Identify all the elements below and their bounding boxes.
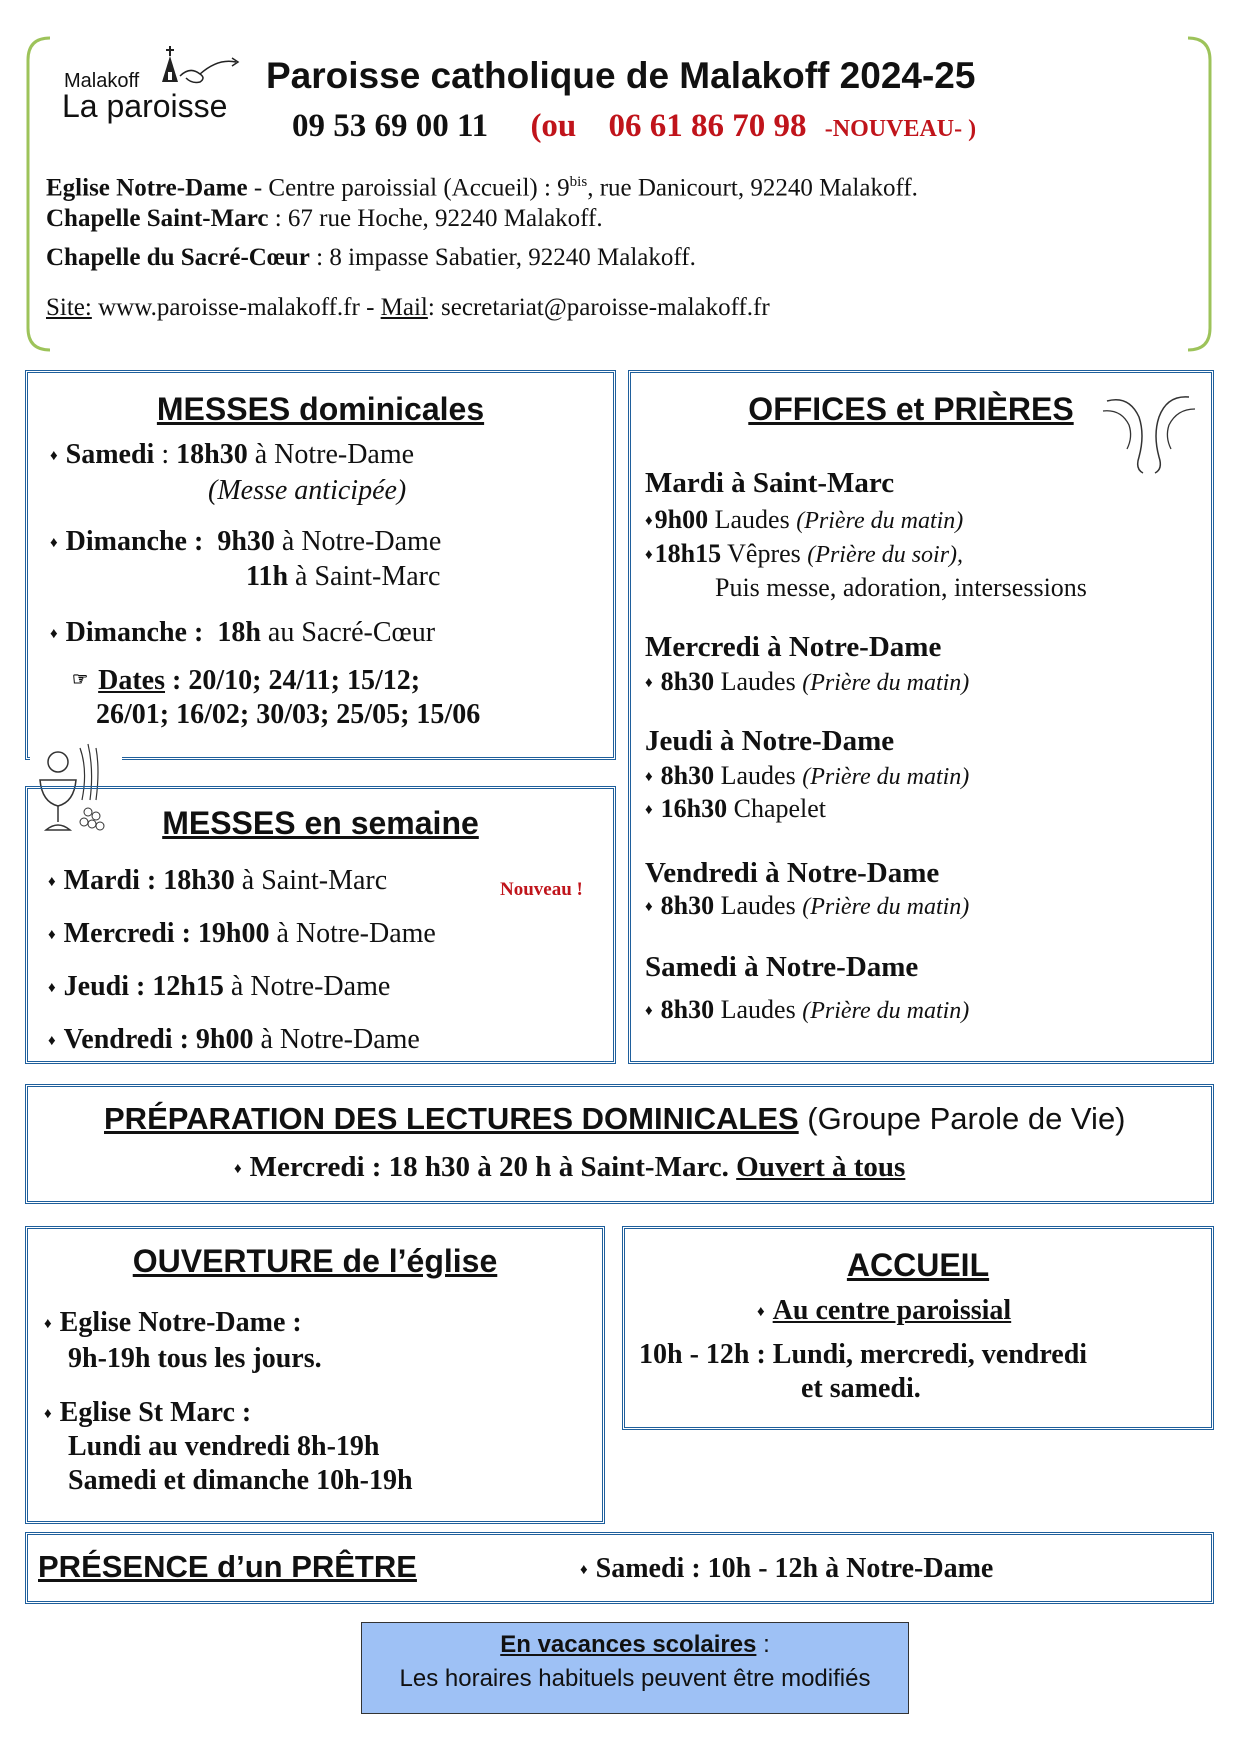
- ouverture-title: OUVERTURE de l’église: [132, 1243, 498, 1279]
- office-time: 8h30: [660, 761, 715, 790]
- item-day: Jeudi :: [63, 971, 153, 1002]
- addr3-text: : 8 impasse Sabatier, 92240 Malakoff.: [309, 244, 696, 271]
- office-item: [645, 794, 826, 824]
- preparation-title-line: [104, 1101, 1126, 1137]
- dates-line1: [72, 665, 420, 697]
- vacances-notice: [361, 1622, 909, 1714]
- diamond-bullet-icon: ♦: [48, 927, 56, 943]
- messes-semaine-box: [25, 786, 616, 1064]
- dates-line2: 26/01; 16/02; 30/03; 25/05; 15/06: [96, 699, 481, 730]
- dates-label: Dates: [98, 665, 166, 696]
- presence-text: Samedi : 10h - 12h à Notre-Dame: [595, 1553, 994, 1584]
- presence-title: PRÉSENCE d’un PRÊTRE: [38, 1549, 417, 1584]
- semaine-item: [48, 971, 390, 1003]
- diamond-bullet-icon: ♦: [645, 675, 653, 691]
- diamond-bullet-icon: ♦: [645, 802, 653, 818]
- diamond-bullet-icon: ♦: [50, 626, 58, 642]
- offices-title: OFFICES et PRIÈRES: [748, 391, 1074, 427]
- office-text: Laudes: [714, 761, 803, 790]
- diamond-bullet-icon: ♦: [50, 535, 58, 551]
- accueil-place-text: Au centre paroissial: [772, 1295, 1012, 1326]
- nd-head: Eglise Notre-Dame :: [59, 1307, 302, 1338]
- addr2-name: Chapelle Saint-Marc: [46, 205, 269, 232]
- phone-open: (ou: [530, 108, 577, 144]
- diamond-bullet-icon: ♦: [645, 769, 653, 785]
- messes-semaine-title: MESSES en semaine: [162, 805, 479, 841]
- samedi-line: [50, 439, 414, 471]
- semaine-item: [48, 1024, 420, 1056]
- dates-values-1: : 20/10; 24/11; 15/12;: [165, 665, 421, 696]
- sun2-place: au Sacré-Cœur: [260, 617, 436, 648]
- diamond-bullet-icon: ♦: [580, 1562, 588, 1578]
- page-title: Paroisse catholique de Malakoff 2024-25: [266, 55, 976, 96]
- diamond-bullet-icon: ♦: [48, 980, 56, 996]
- office-text: Laudes: [714, 891, 803, 920]
- accueil-place: [757, 1295, 1011, 1327]
- vacances-text: Les horaires habituels peuvent être modifiés: [399, 1665, 871, 1692]
- church-steeple-icon: [156, 44, 276, 94]
- sun1b-place: à Saint-Marc: [288, 561, 441, 592]
- office-group-head: Samedi à Notre-Dame: [645, 951, 919, 983]
- office-text: Vêpres: [721, 539, 808, 568]
- office-item: [645, 539, 963, 569]
- office-item: [645, 995, 969, 1025]
- preparation-text: Mercredi : 18 h30 à 20 h à Saint-Marc.: [249, 1151, 737, 1183]
- item-day: Vendredi :: [63, 1024, 196, 1055]
- office-group-head: Mardi à Saint-Marc: [645, 467, 895, 499]
- accueil-box: [622, 1226, 1214, 1430]
- messes-dominicales-title: MESSES dominicales: [156, 391, 485, 427]
- diamond-bullet-icon: ♦: [645, 1003, 653, 1019]
- sm-head: Eglise St Marc :: [59, 1397, 252, 1428]
- address-notre-dame: [46, 174, 918, 202]
- ouverture-nd-head: [44, 1307, 302, 1339]
- preparation-open: Ouvert à tous: [736, 1151, 906, 1183]
- item-time: 19h00: [197, 918, 270, 949]
- office-group-head: Mercredi à Notre-Dame: [645, 631, 942, 663]
- sat-place: à Notre-Dame: [247, 439, 415, 470]
- preparation-title: PRÉPARATION DES LECTURES DOMINICALES: [104, 1101, 799, 1136]
- item-day: Mercredi :: [63, 918, 198, 949]
- sun1-place: à Notre-Dame: [274, 526, 442, 557]
- item-place: à Notre-Dame: [269, 918, 436, 949]
- ouverture-sm-line2: Samedi et dimanche 10h-19h: [68, 1465, 413, 1496]
- accueil-title: ACCUEIL: [846, 1247, 990, 1283]
- samedi-note: (Messe anticipée): [208, 475, 407, 506]
- office-time: 18h15: [654, 539, 722, 568]
- ouverture-sm-line1: Lundi au vendredi 8h-19h: [68, 1431, 380, 1462]
- mail-label: Mail: [380, 294, 428, 321]
- office-note: (Prière du soir),: [807, 542, 964, 568]
- office-note: (Prière du matin): [802, 894, 970, 920]
- office-group-head: Jeudi à Notre-Dame: [645, 725, 895, 757]
- logo-line1: Malakoff: [64, 70, 140, 92]
- office-text: Laudes: [708, 505, 797, 534]
- address-sacre-coeur: [46, 244, 696, 272]
- vacances-title: En vacances scolaires: [500, 1631, 757, 1658]
- phone-alt: 06 61 86 70 98: [608, 108, 807, 144]
- sun1b-time: 11h: [246, 561, 289, 592]
- accueil-line1: 10h - 12h : Lundi, mercredi, vendredi: [639, 1339, 1088, 1370]
- vacances-colon: :: [756, 1631, 770, 1658]
- diamond-bullet-icon: ♦: [234, 1161, 242, 1177]
- office-note: (Prière du matin): [796, 508, 964, 534]
- presence-box: [25, 1532, 1214, 1604]
- dimanche2-line: [50, 617, 435, 649]
- presence-text-line: [580, 1553, 993, 1585]
- logo-line2: La paroisse: [62, 88, 228, 124]
- addr2-text: : 67 rue Hoche, 92240 Malakoff.: [268, 205, 603, 232]
- office-time: 8h30: [660, 891, 715, 920]
- office-text: Laudes: [714, 995, 803, 1024]
- item-day: Mardi :: [63, 865, 164, 896]
- diamond-bullet-icon: ♦: [757, 1304, 765, 1320]
- diamond-bullet-icon: ♦: [50, 448, 58, 464]
- diamond-bullet-icon: ♦: [645, 547, 653, 563]
- diamond-bullet-icon: ♦: [48, 1033, 56, 1049]
- addr1-sup: bis: [569, 174, 588, 190]
- parish-logo: [62, 44, 242, 124]
- diamond-bullet-icon: ♦: [645, 899, 653, 915]
- site-label: Site:: [46, 294, 92, 321]
- ouverture-box: [25, 1226, 605, 1524]
- new-badge: Nouveau !: [500, 879, 583, 900]
- address-saint-marc: [46, 205, 603, 233]
- sun2-time: 18h: [217, 617, 261, 648]
- pointing-hand-icon: ☞: [72, 669, 89, 689]
- diamond-bullet-icon: ♦: [44, 1406, 52, 1422]
- addr1-name: Eglise Notre-Dame: [46, 174, 248, 202]
- office-time: 8h30: [660, 667, 715, 696]
- diamond-bullet-icon: ♦: [44, 1316, 52, 1332]
- dimanche1b-line: [246, 561, 440, 593]
- office-time: 8h30: [660, 995, 715, 1024]
- office-time: 9h00: [654, 505, 709, 534]
- office-item: [645, 891, 969, 921]
- semaine-item: [48, 918, 436, 950]
- offices-box: [628, 370, 1214, 1064]
- office-note: (Prière du matin): [802, 670, 970, 696]
- item-time: 12h15: [152, 971, 224, 1002]
- office-time: 16h30: [660, 794, 728, 823]
- office-text: Chapelet: [727, 794, 827, 823]
- messes-dominicales-box: [25, 370, 616, 760]
- semaine-item: [48, 865, 387, 897]
- item-time: 18h30: [163, 865, 235, 896]
- ouverture-sm-head: [44, 1397, 251, 1429]
- office-note: (Prière du matin): [802, 764, 970, 790]
- sat-time: 18h30: [176, 439, 248, 470]
- phone-new: -NOUVEAU- ): [824, 116, 977, 142]
- item-place: à Notre-Dame: [223, 971, 391, 1002]
- vacances-title-line: [362, 1631, 908, 1659]
- office-text: Laudes: [714, 667, 803, 696]
- addr1-text-a: - Centre paroissial (Accueil) : 9: [247, 174, 570, 202]
- diamond-bullet-icon: ♦: [645, 513, 653, 529]
- office-item: [645, 667, 969, 697]
- mail-link[interactable]: : secretariat@paroisse-malakoff.fr: [427, 294, 770, 321]
- accueil-line2: et samedi.: [801, 1373, 921, 1404]
- office-note: (Prière du matin): [802, 998, 970, 1024]
- preparation-box: [25, 1084, 1214, 1204]
- sun1-day: Dimanche :: [65, 526, 204, 557]
- sun2-day: Dimanche :: [65, 617, 204, 648]
- addr3-name: Chapelle du Sacré-Cœur: [46, 244, 310, 271]
- praying-hands-icon: [1099, 387, 1199, 475]
- office-group-head: Vendredi à Notre-Dame: [645, 857, 940, 889]
- phone-main: 09 53 69 00 11: [292, 108, 489, 144]
- preparation-subtitle: (Groupe Parole de Vie): [798, 1101, 1126, 1136]
- office-item: [645, 761, 969, 791]
- sun1-time: 9h30: [217, 526, 275, 557]
- site-link[interactable]: www.paroisse-malakoff.fr -: [91, 294, 381, 321]
- phone-line: [292, 108, 976, 145]
- item-place: à Saint-Marc: [234, 865, 388, 896]
- contact-line: [46, 294, 770, 322]
- dimanche1-line: [50, 526, 441, 558]
- ouverture-nd-hours: 9h-19h tous les jours.: [68, 1343, 322, 1374]
- office-item: [645, 505, 963, 535]
- office-item-cont: Puis messe, adoration, intersessions: [715, 573, 1087, 602]
- sat-day: Samedi: [65, 439, 155, 470]
- addr1-text-b: , rue Danicourt, 92240 Malakoff.: [587, 174, 918, 202]
- item-place: à Notre-Dame: [253, 1024, 420, 1055]
- sat-sep: :: [154, 439, 177, 470]
- item-time: 9h00: [195, 1024, 254, 1055]
- diamond-bullet-icon: ♦: [48, 874, 56, 890]
- preparation-line: [234, 1151, 905, 1184]
